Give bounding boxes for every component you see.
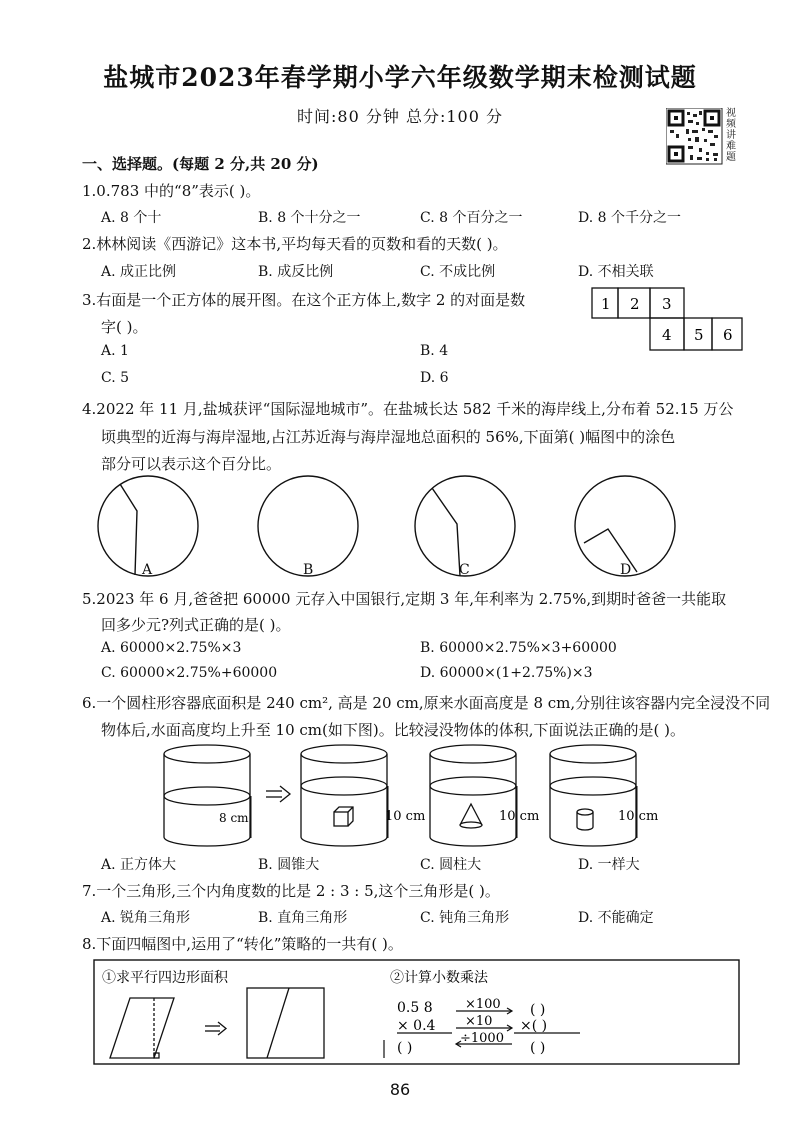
- cylinder-with-cube: [301, 745, 387, 846]
- net-face-4: 4: [662, 326, 672, 344]
- qr-code: [666, 108, 744, 168]
- question-4-line3: 部分可以表示这个百分比。: [101, 455, 282, 473]
- q2-option-d[interactable]: D. 不相关联: [578, 264, 654, 280]
- q4-circle-figures: [90, 474, 760, 580]
- height-label-8cm: 8 cm: [219, 811, 249, 825]
- net-face-1: 1: [601, 295, 611, 313]
- q5-option-b[interactable]: B. 60000×2.75%×3+60000: [420, 640, 617, 656]
- page-title: 盐城市2023年春学期小学六年级数学期末检测试题: [103, 63, 697, 92]
- question-6-line2: 物体后,水面高度均上升至 10 cm(如下图)。比较浸没物体的体积,下面说法正确的是( )。: [101, 721, 685, 739]
- q3-option-d[interactable]: D. 6: [420, 370, 449, 386]
- q2-option-a[interactable]: A. 成正比例: [101, 264, 177, 280]
- net-face-6: 6: [723, 326, 733, 344]
- multiplier: × 0.4: [397, 1018, 436, 1034]
- q1-option-a[interactable]: A. 8 个十: [101, 210, 162, 226]
- circle-label-c[interactable]: C: [459, 562, 470, 578]
- exam-time-score: 时间:80 分钟 总分:100 分: [297, 107, 503, 126]
- right-arrow-icon: [266, 786, 290, 802]
- question-4-line2: 顷典型的近海与海岸湿地,占江苏近海与海岸湿地总面积的 56%,下面第( )幅图中的涂色: [101, 428, 676, 446]
- arrow-label-div1000: ÷1000: [460, 1031, 504, 1046]
- result-blank-2: ×( ): [520, 1018, 548, 1034]
- panel1-title: ①求平行四边形面积: [102, 970, 228, 986]
- question-5-line2: 回多少元?列式正确的是( )。: [101, 616, 291, 634]
- circle-a: [98, 476, 198, 576]
- q6-option-c[interactable]: C. 圆柱大: [420, 857, 482, 873]
- result-blank-3: ( ): [530, 1040, 546, 1056]
- circle-label-b[interactable]: B: [303, 562, 314, 578]
- cylinder-with-cylinder: [550, 745, 636, 846]
- q1-option-d[interactable]: D. 8 个千分之一: [578, 210, 681, 226]
- q5-option-a[interactable]: A. 60000×2.75%×3: [101, 640, 242, 656]
- result-blank-1: ( ): [530, 1002, 546, 1018]
- circle-b: [258, 476, 358, 576]
- q5-option-c[interactable]: C. 60000×2.75%+60000: [101, 665, 278, 681]
- q7-option-d[interactable]: D. 不能确定: [578, 910, 654, 926]
- q6-option-d[interactable]: D. 一样大: [578, 857, 640, 873]
- q3-option-a[interactable]: A. 1: [101, 343, 129, 359]
- height-label-10cm-1: 10 cm: [385, 809, 426, 824]
- net-face-2: 2: [630, 295, 640, 313]
- cylinder-original: [164, 745, 250, 846]
- question-6-line1: 6.一个圆柱形容器底面积是 240 cm², 高是 20 cm,原来水面高度是 8 cm,分别往该容器内完全浸没不同: [82, 694, 771, 712]
- q8-strategy-panel: [92, 958, 742, 1068]
- section-heading: 一、选择题。(每题 2 分,共 20 分): [82, 155, 319, 173]
- net-face-5: 5: [694, 326, 704, 344]
- cylinder-with-cone: [430, 745, 516, 846]
- question-8-stem: 8.下面四幅图中,运用了“转化”策略的一共有( )。: [82, 935, 403, 953]
- parallelogram-transform: [110, 988, 324, 1058]
- page-number: 86: [389, 1080, 411, 1099]
- circle-d: [575, 476, 675, 576]
- height-label-10cm-3: 10 cm: [618, 809, 659, 824]
- question-3-stem-line1: 3.右面是一个正方体的展开图。在这个正方体上,数字 2 的对面是数: [82, 291, 526, 309]
- q3-option-c[interactable]: C. 5: [101, 370, 130, 386]
- question-2-stem: 2.林林阅读《西游记》这本书,平均每天看的页数和看的天数( )。: [82, 235, 508, 253]
- circle-a-sector: [120, 484, 137, 575]
- arrow-label-x10: ×10: [465, 1014, 493, 1029]
- q6-option-b[interactable]: B. 圆锥大: [258, 857, 320, 873]
- multiplicand: 0.5 8: [397, 1000, 433, 1016]
- circle-label-a[interactable]: A: [142, 562, 153, 578]
- circle-label-d[interactable]: D: [620, 562, 632, 578]
- arrow-label-x100: ×100: [465, 997, 501, 1012]
- q7-option-b[interactable]: B. 直角三角形: [258, 910, 348, 926]
- question-7-stem: 7.一个三角形,三个内角度数的比是 2 : 3 : 5,这个三角形是( )。: [82, 882, 500, 900]
- parallelogram: [110, 998, 174, 1058]
- panel2-title: ②计算小数乘法: [390, 970, 488, 986]
- q1-option-b[interactable]: B. 8 个十分之一: [258, 210, 361, 226]
- q6-option-a[interactable]: A. 正方体大: [101, 857, 177, 873]
- q7-option-a[interactable]: A. 锐角三角形: [101, 910, 191, 926]
- q2-option-c[interactable]: C. 不成比例: [420, 264, 496, 280]
- height-label-10cm-2: 10 cm: [499, 809, 540, 824]
- question-3-stem-line2: 字( )。: [101, 318, 148, 336]
- question-5-line1: 5.2023 年 6 月,爸爸把 60000 元存入中国银行,定期 3 年,年利率为 2.75%,到期时爸爸一共能取: [82, 590, 727, 608]
- q6-cylinder-figures: [160, 742, 680, 848]
- question-1-stem: 1.0.783 中的“8”表示( )。: [82, 182, 261, 200]
- qr-label: 视频讲难题: [726, 108, 736, 163]
- cube-net-figure: [590, 286, 750, 352]
- q2-option-b[interactable]: B. 成反比例: [258, 264, 334, 280]
- net-face-3: 3: [662, 295, 672, 313]
- q7-option-c[interactable]: C. 钝角三角形: [420, 910, 510, 926]
- q3-option-b[interactable]: B. 4: [420, 343, 449, 359]
- q1-option-c[interactable]: C. 8 个百分之一: [420, 210, 523, 226]
- product-blank: ( ): [397, 1040, 413, 1056]
- circle-c-sector: [432, 488, 460, 576]
- question-4-line1: 4.2022 年 11 月,盐城获评“国际湿地城市”。在盐城长达 582 千米的海岸线上,分布着 52.15 万公: [82, 400, 734, 418]
- q5-option-d[interactable]: D. 60000×(1+2.75%)×3: [420, 665, 593, 681]
- circle-c: [415, 476, 515, 576]
